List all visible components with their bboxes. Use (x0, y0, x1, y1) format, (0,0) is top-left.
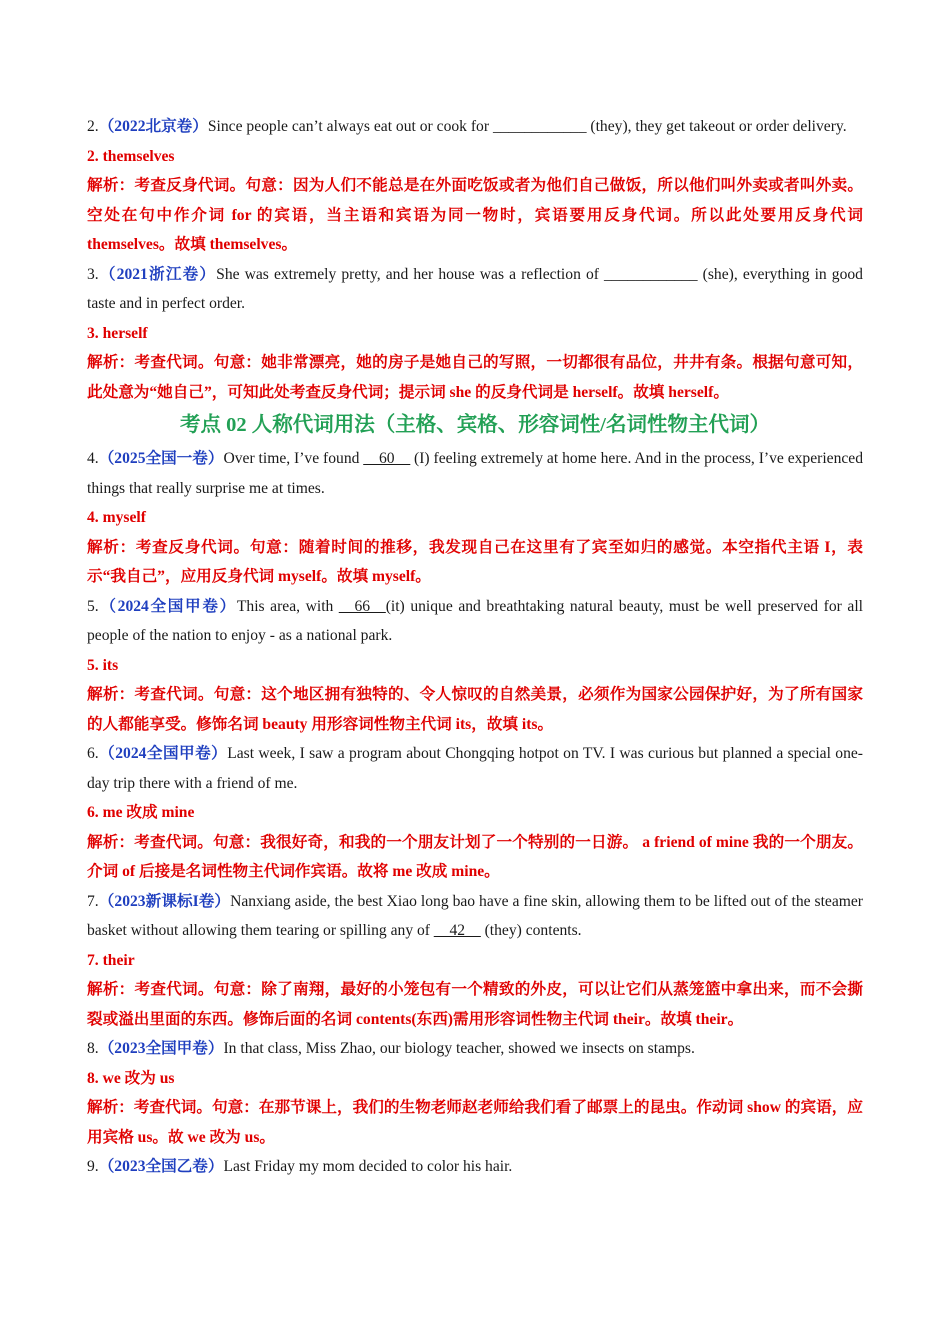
answer-7: 7. their (87, 951, 135, 969)
question-text: She was extremely pretty, and her house was a reflection of ____________ (she), everything in good taste and in perfect order. (87, 265, 863, 312)
analysis-8: 解析：考查代词。句意：在那节课上，我们的生物老师赵老师给我们看了邮票上的昆虫。作动词 show 的宾语，应用宾格 us。故 we 改为 us。 (87, 1099, 863, 1146)
answer-3: 3. herself (87, 324, 148, 342)
question-source: （2024全国甲卷） (98, 597, 237, 615)
question-text-pre: Nanxiang aside, the best Xiao long bao have a fine skin, allowing them to be lifted out of the steamer basket without allowing them tearing or spilling any of (87, 892, 863, 939)
answer-6: 6. me 改成 mine (87, 804, 195, 821)
analysis-3: 解析：考查代词。句意：她非常漂亮，她的房子是她自己的写照，一切都很有品位，井井有条。根据句意可知，此处意为“她自己”，可知此处考查反身代词；提示词 she 的反身代词是 herself。故填 herself。 (87, 354, 863, 401)
question-number: 7. (87, 892, 99, 910)
question-source: （2024全国甲卷） (98, 745, 228, 762)
question-text-post: (they) contents. (480, 922, 582, 939)
question-2 (87, 112, 863, 142)
question-number: 2. (87, 118, 99, 135)
answer-blank: __42__ (433, 922, 481, 939)
answer-2: 2. themselves (87, 147, 175, 165)
answer-4: 4. myself (87, 509, 146, 526)
question-5 (87, 592, 863, 651)
question-source: （2023新课标I卷） (98, 892, 231, 910)
analysis-4: 解析：考查反身代词。句意：随着时间的推移，我发现自己在这里有了宾至如归的感觉。本空指代主语 I，表示“我自己”，应用反身代词 myself。故填 myself。 (87, 538, 863, 585)
answer-blank: __66__ (338, 597, 386, 615)
question-text: In that class, Miss Zhao, our biology teacher, showed we insects on stamps. (223, 1040, 695, 1057)
question-source: （2023全国乙卷） (98, 1158, 224, 1175)
question-source: （2023全国甲卷） (98, 1040, 224, 1057)
section-heading: 考点 02 人称代词用法（主格、宾格、形容词性/名词性物主代词） (180, 414, 770, 436)
question-text: Last Friday my mom decided to color his hair. (223, 1158, 513, 1175)
question-number: 6. (87, 745, 99, 762)
question-number: 9. (87, 1158, 99, 1175)
question-8 (87, 1034, 863, 1064)
question-9 (87, 1152, 863, 1182)
question-number: 4. (87, 450, 99, 467)
question-text: Last week, I saw a program about Chongqing hotpot on TV. I was curious but planned a special one-day trip there with a friend of me. (87, 745, 863, 792)
question-source: （2022北京卷） (98, 118, 208, 135)
answer-8: 8. we 改为 us (87, 1069, 175, 1087)
analysis-2: 解析：考查反身代词。句意：因为人们不能总是在外面吃饭或者为他们自己做饭，所以他们叫外卖或者叫外卖。空处在句中作介词 for 的宾语，当主语和宾语为同一物时，宾语要用反身代词。所以此处要用反身代词 themselves。故填 themselves。 (87, 177, 863, 253)
question-6 (87, 739, 863, 798)
question-source: （2021浙江卷） (98, 265, 217, 283)
question-number: 3. (87, 265, 99, 283)
analysis-7: 解析：考查代词。句意：除了南翔，最好的小笼包有一个精致的外皮，可以让它们从蒸笼篮中拿出来，而不会撕裂或溢出里面的东西。修饰后面的名词 contents(东西)需用形容词性物主代词 their。故填 their。 (87, 981, 863, 1028)
question-4 (87, 444, 863, 503)
question-7 (87, 887, 863, 946)
question-text-pre: This area, with (236, 597, 339, 615)
analysis-6: 解析：考查代词。句意：我很好奇，和我的一个朋友计划了一个特别的一日游。 a friend of mine 我的一个朋友。介词 of 后接是名词性物主代词作宾语。故将 me 改成 mine。 (87, 833, 863, 880)
analysis-5: 解析：考查代词。句意：这个地区拥有独特的、令人惊叹的自然美景，必须作为国家公园保护好，为了所有国家的人都能享受。修饰名词 beauty 用形容词性物主代词 its，故填 its。 (87, 686, 863, 733)
answer-blank: __60__ (363, 450, 411, 467)
question-3 (87, 260, 863, 319)
question-text-post: (I) feeling extremely at home here. And in the process, I’ve experienced things that really surprise me at times. (87, 450, 864, 497)
document-page (87, 112, 863, 1182)
question-text-post: (it) unique and breathtaking natural beauty, must be well preserved for all people of the nation to enjoy - as a national park. (87, 597, 863, 644)
answer-5: 5. its (87, 656, 119, 674)
question-text: Since people can’t always eat out or cook for ____________ (they), they get takeout or order delivery. (207, 118, 847, 135)
question-number: 8. (87, 1040, 99, 1057)
question-text-pre: Over time, I’ve found (223, 450, 364, 467)
question-number: 5. (87, 597, 99, 615)
question-source: （2025全国一卷） (98, 450, 224, 467)
